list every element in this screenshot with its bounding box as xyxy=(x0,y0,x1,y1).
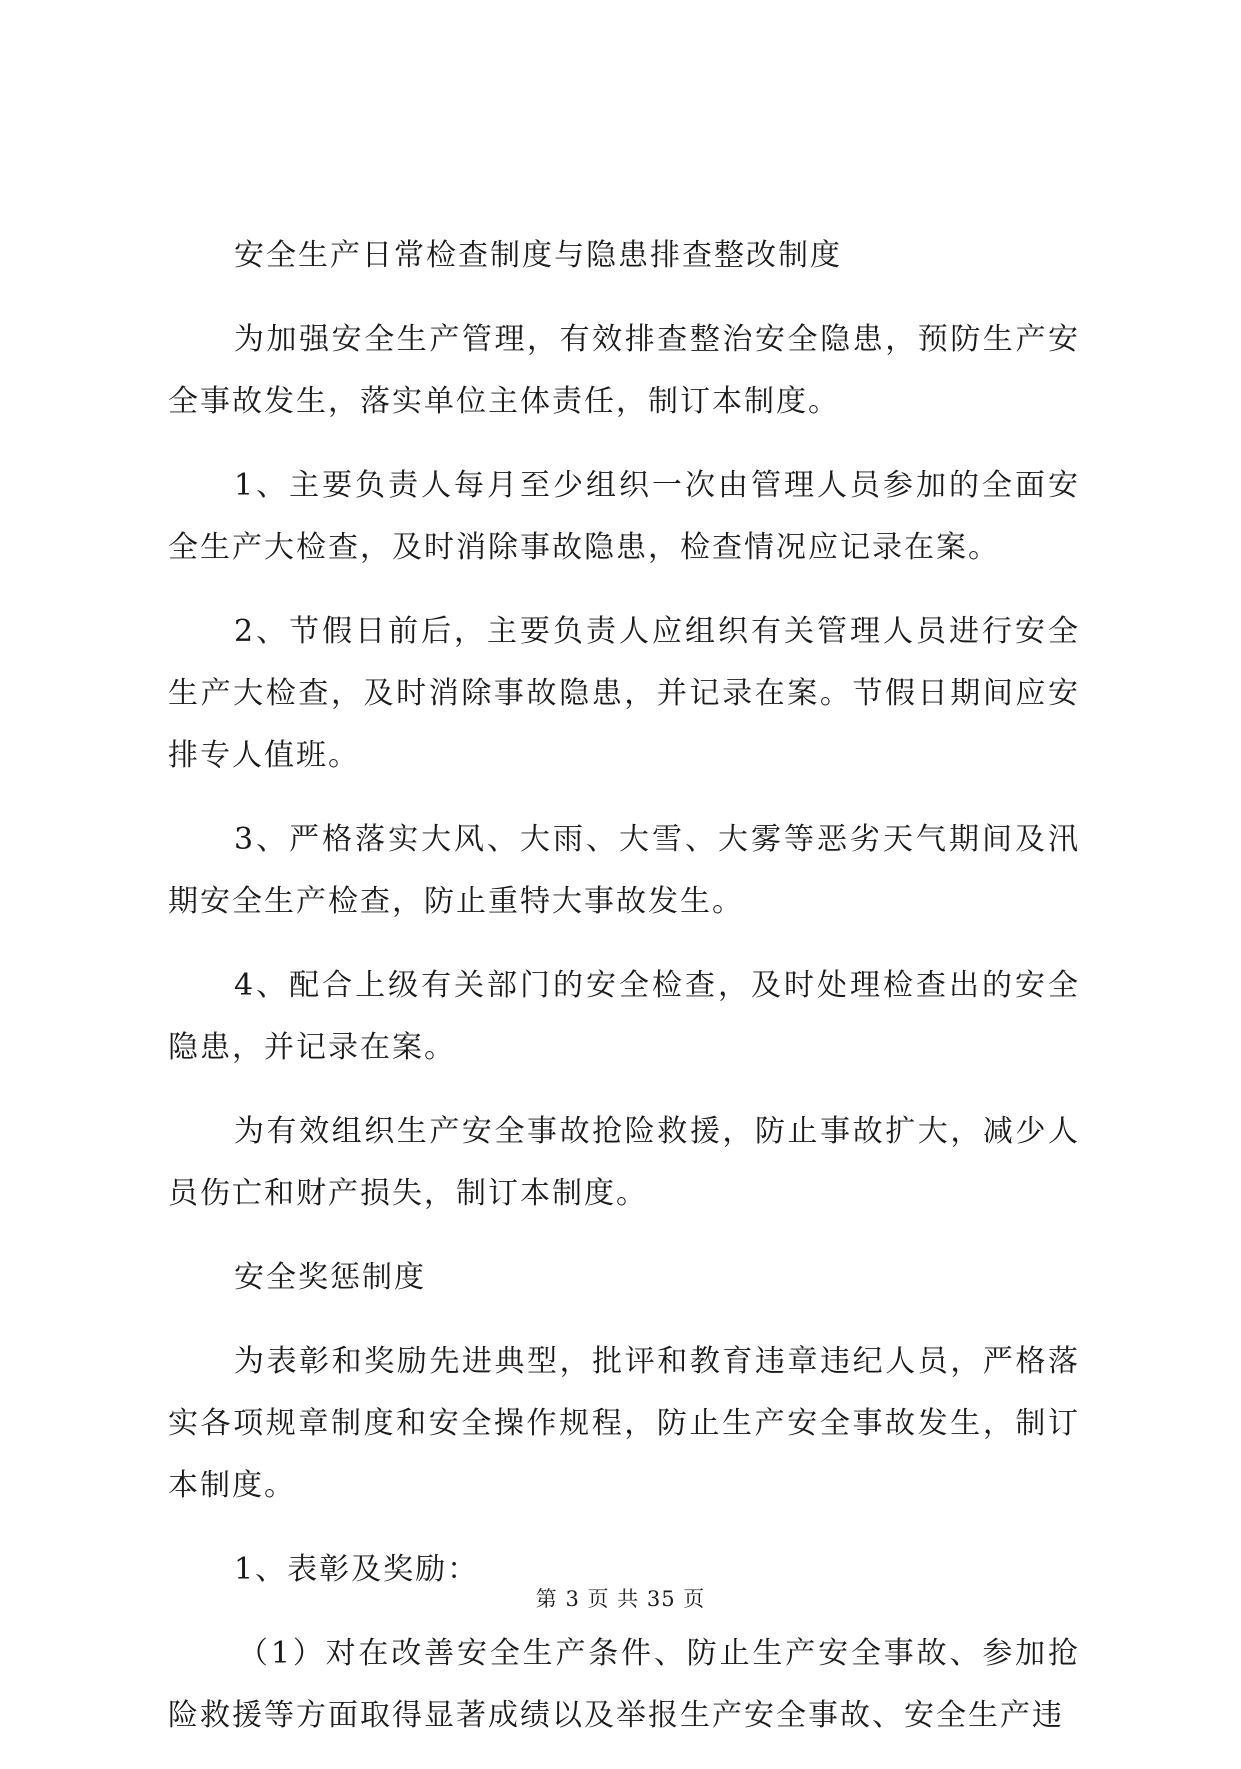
paragraph: 4、配合上级有关部门的安全检查，及时处理检查出的安全隐患，并记录在案。 xyxy=(168,968,1080,1065)
paragraph: 为有效组织生产安全事故抢险救援，防止事故扩大，减少人员伤亡和财产损失，制订本制度。 xyxy=(168,1114,1080,1211)
paragraph: 为加强安全生产管理，有效排查整治安全隐患，预防生产安全事故发生，落实单位主体责任，制订本制度。 xyxy=(168,322,1080,419)
paragraph: 1、表彰及奖励： xyxy=(234,1552,480,1587)
paragraph: 2、节假日前后，主要负责人应组织有关管理人员进行安全生产大检查，及时消除事故隐患，并记录在案。节假日期间应安排专人值班。 xyxy=(168,614,1080,773)
paragraph: （1）对在改善安全生产条件、防止生产安全事故、参加抢险救援等方面取得显著成绩以及举报生产安全事故、安全生产违 xyxy=(168,1636,1080,1733)
section-title: 安全奖惩制度 xyxy=(234,1260,426,1295)
page-number-footer: 第 3 页 共 35 页 xyxy=(535,1587,706,1611)
section-title: 安全生产日常检查制度与隐患排查整改制度 xyxy=(234,238,842,273)
document-body xyxy=(168,225,1080,1769)
paragraph: 1、主要负责人每月至少组织一次由管理人员参加的全面安全生产大检查，及时消除事故隐患，检查情况应记录在案。 xyxy=(168,468,1080,565)
paragraph: 3、严格落实大风、大雨、大雪、大雾等恶劣天气期间及汛期安全生产检查，防止重特大事故发生。 xyxy=(168,822,1080,919)
paragraph: 为表彰和奖励先进典型，批评和教育违章违纪人员，严格落实各项规章制度和安全操作规程，防止生产安全事故发生，制订本制度。 xyxy=(168,1344,1080,1503)
